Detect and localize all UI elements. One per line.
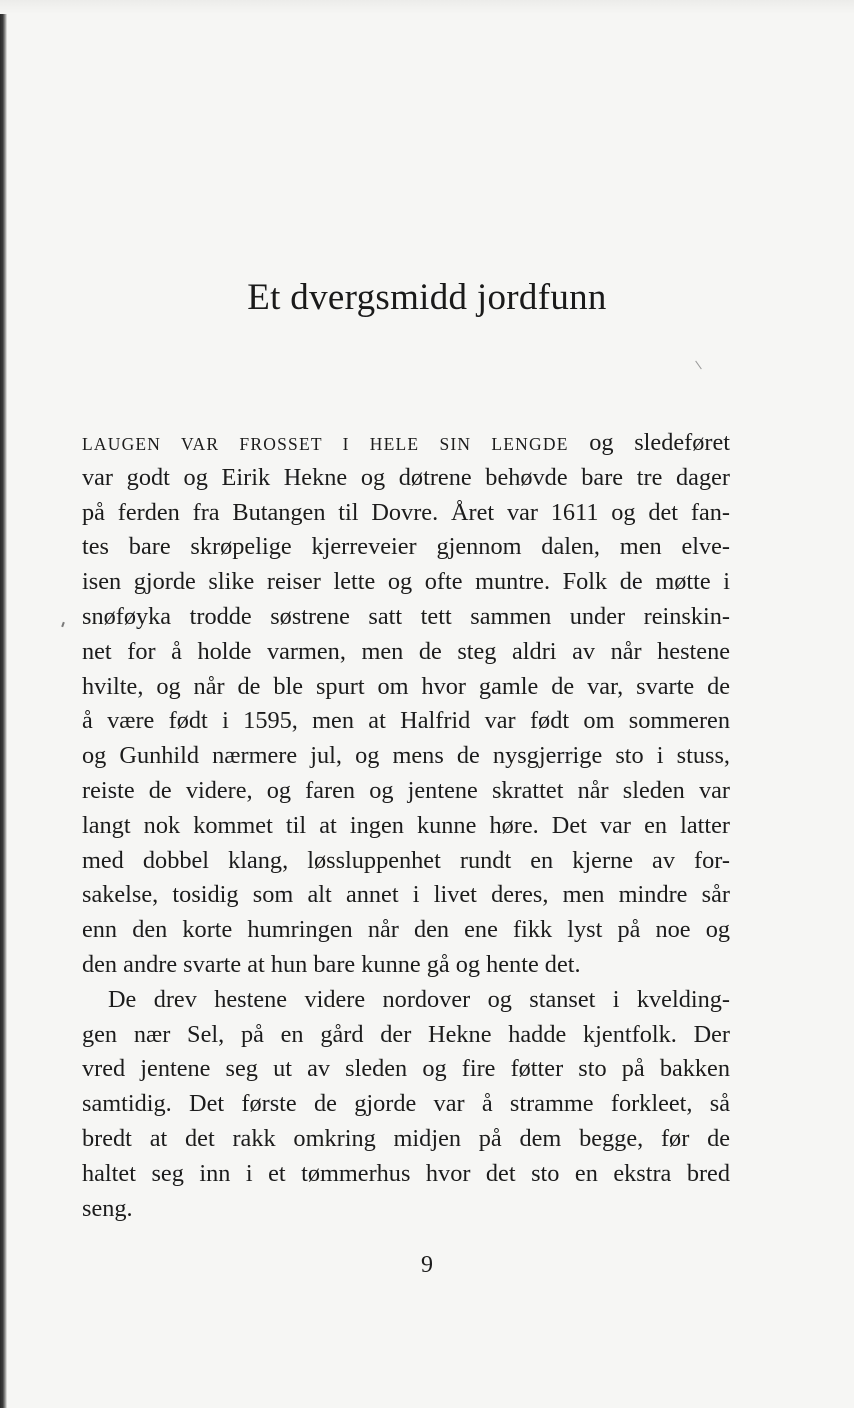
line-text: og sledeføret <box>568 429 731 456</box>
text-line: den andre svarte at hun bare kunne gå og hente det. <box>82 950 581 978</box>
text-line: snøføyka trodde søstrene satt tett sammen under reinskin- <box>82 602 730 630</box>
text-line: tes bare skrøpelige kjerreveier gjennom dalen, men elve- <box>82 533 730 561</box>
page-spine-shadow <box>0 0 7 1408</box>
print-speck <box>695 361 702 370</box>
page-number: 9 <box>421 1252 433 1278</box>
text-line: gen nær Sel, på en gård der Hekne hadde kjentfolk. Der <box>82 1020 730 1048</box>
text-line: langt nok kommet til at ingen kunne høre. Det var en latter <box>82 811 730 839</box>
text-line: hvilte, og når de ble spurt om hvor gamle de var, svarte de <box>82 672 730 700</box>
text-line: haltet seg inn i et tømmerhus hvor det sto en ekstra bred <box>82 1159 730 1187</box>
text-line: bredt at det rakk omkring midjen på dem begge, før de <box>82 1124 730 1152</box>
text-line: De drev hestene videre nordover og stanset i kvelding- <box>108 985 730 1013</box>
text-line <box>82 426 730 461</box>
page-top-edge <box>0 0 854 14</box>
print-speck <box>61 622 65 627</box>
body-text <box>82 426 730 1226</box>
opening-small-caps: LAUGEN VAR FROSSET I HELE SIN LENGDE <box>82 434 569 454</box>
text-line: sakelse, tosidig som alt annet i livet deres, men mindre sår <box>82 881 730 909</box>
text-line: enn den korte humringen når den ene fikk lyst på noe og <box>82 916 730 944</box>
text-line: vred jentene seg ut av sleden og fire føtter sto på bakken <box>82 1055 730 1083</box>
text-line: og Gunhild nærmere jul, og mens de nysgjerrige sto i stuss, <box>82 742 730 770</box>
text-line: var godt og Eirik Hekne og døtrene behøvde bare tre dager <box>82 463 730 491</box>
text-line: på ferden fra Butangen til Dovre. Året var 1611 og det fan- <box>82 498 730 526</box>
text-line: å være født i 1595, men at Halfrid var født om sommeren <box>82 707 730 735</box>
text-line: net for å holde varmen, men de steg aldri av når hestene <box>82 637 730 665</box>
chapter-title: Et dvergsmidd jordfunn <box>247 277 607 318</box>
text-line: med dobbel klang, løssluppenhet rundt en kjerne av for- <box>82 846 730 874</box>
text-line: reiste de videre, og faren og jentene skrattet når sleden var <box>82 776 730 804</box>
text-line: seng. <box>82 1194 133 1222</box>
text-line: isen gjorde slike reiser lette og ofte muntre. Folk de møtte i <box>82 568 730 596</box>
text-line: samtidig. Det første de gjorde var å stramme forkleet, så <box>82 1090 730 1118</box>
